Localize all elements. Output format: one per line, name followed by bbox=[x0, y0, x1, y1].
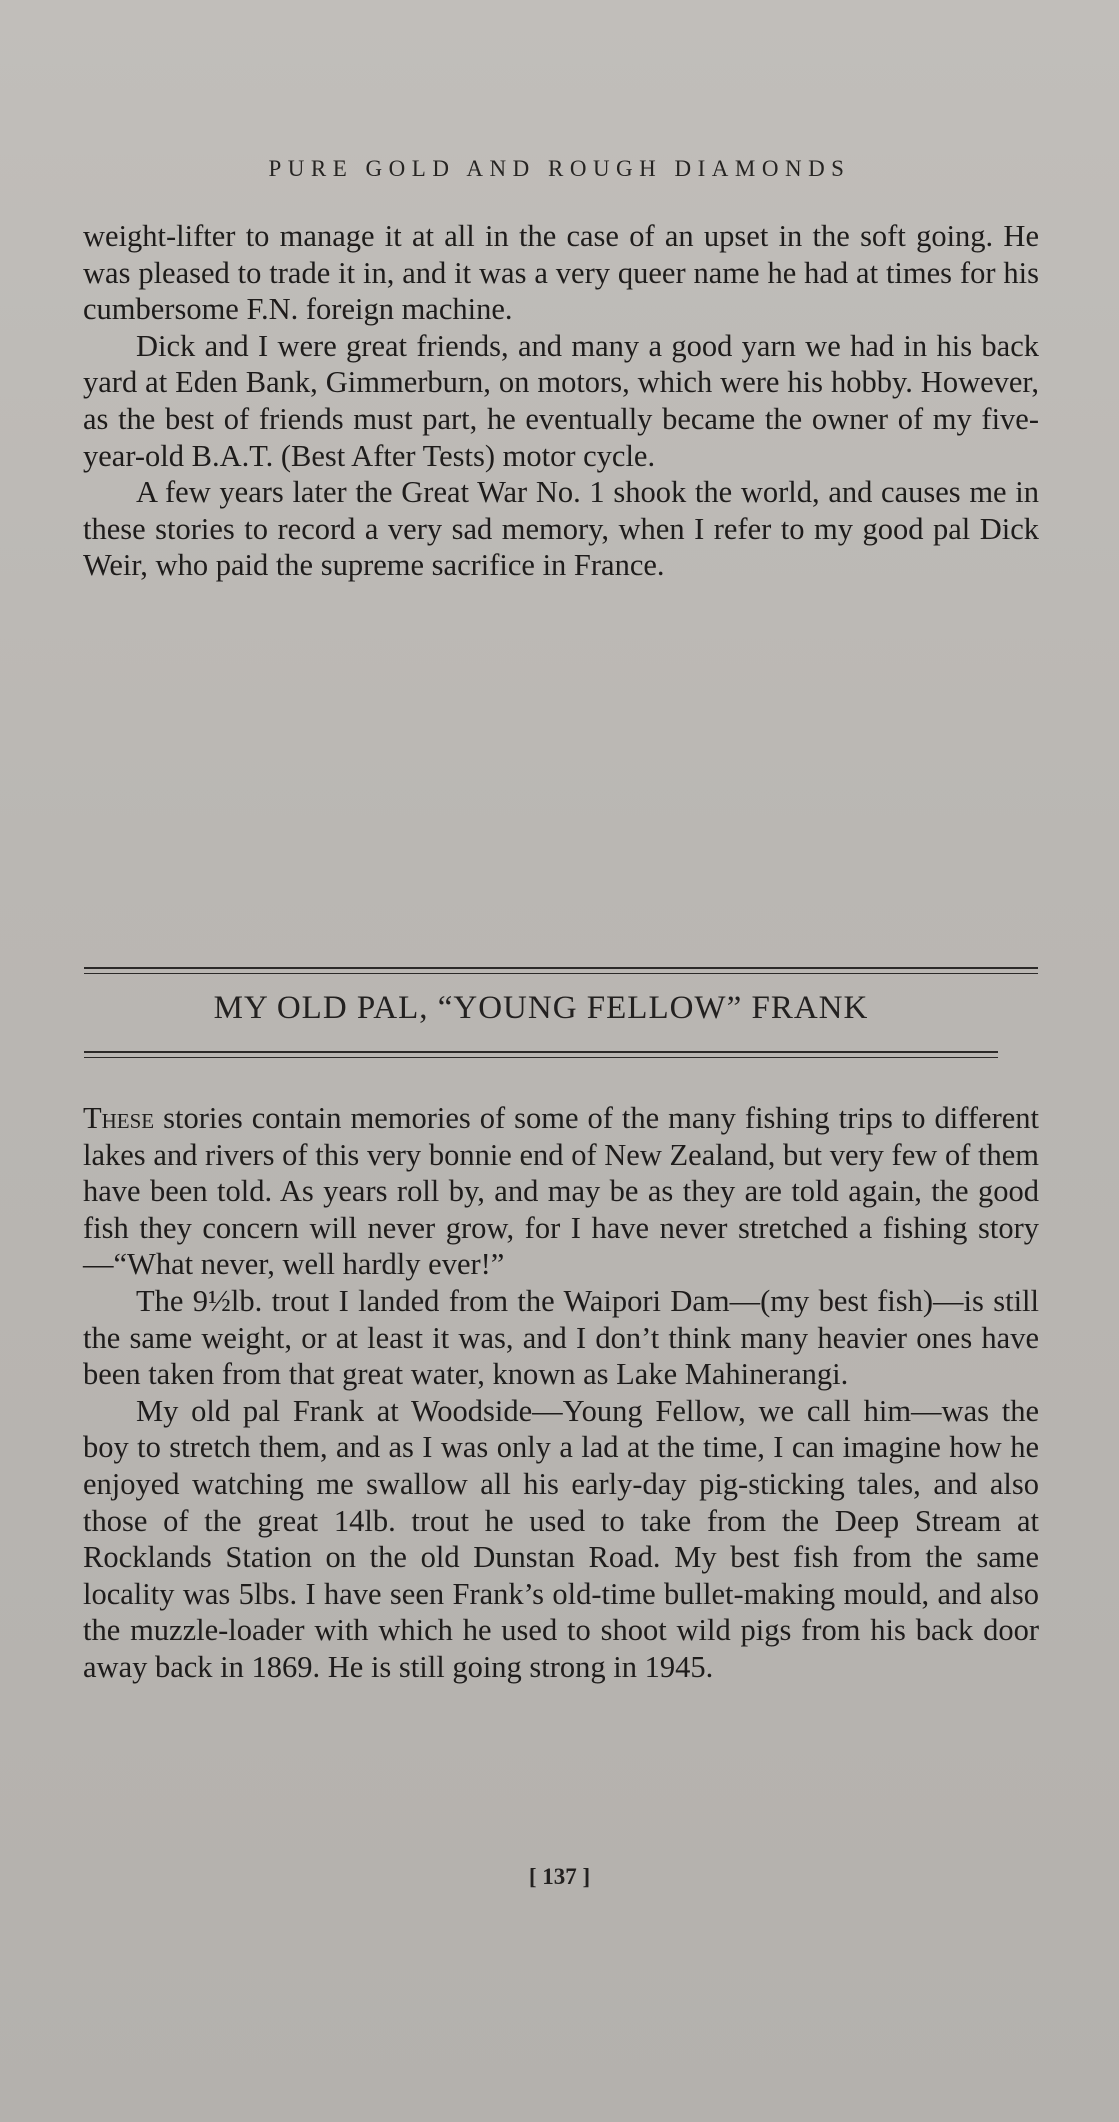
chapter-body bbox=[83, 1100, 1039, 1686]
paragraph: The 9½lb. trout I landed from the Waipori Dam—(my best fish)—is still the same weight, or at least it was, and I don’t think many heavier ones have been taken from that great water, known as Lake Mahinerangi. bbox=[83, 1283, 1039, 1392]
paragraph: A few years later the Great War No. 1 shook the world, and causes me in these stories to record a very sad memory, when I refer to my good pal Dick Weir, who paid the supreme sacrifice in France. bbox=[83, 475, 1039, 583]
running-head: PURE GOLD AND ROUGH DIAMONDS bbox=[268, 156, 851, 181]
paragraph: My old pal Frank at Woodside—Young Fellow, we call him—was the boy to stretch them, and as I was only a lad at the time, I can imagine how he enjoyed watching me swallow all his early-day pig-sticking tales, and also those of the great 14lb. trout he used to take from the Deep Stream at Rocklands Station on the old Dunstan Road. My best fish from the same locality was 5lbs. I have seen Frank’s old-time bullet-making mould, and also the muzzle-loader with which he used to shoot wild pigs from his back door away back in 1869. He is still going strong in 1945. bbox=[83, 1393, 1039, 1684]
chapter-rule-top bbox=[84, 967, 1038, 974]
chapter-title: MY OLD PAL, “YOUNG FELLOW” FRANK bbox=[213, 990, 869, 1026]
opening-text: stories contain memories of some of the many fishing trips to different lakes and rivers of this very bonnie end of New Zealand, but very few of them have been told. As years roll by, and may be as they are told again, the good fish they concern will never grow, for I have never stretched a fishing story—“What never, well hardly ever!” bbox=[83, 1101, 1039, 1282]
paragraph: weight-lifter to manage it at all in the case of an upset in the soft going. He was pleased to trade it in, and it was a very queer name he had at times for his cumbersome F.N. foreign machine. bbox=[83, 219, 1039, 327]
paragraph-opening bbox=[83, 1100, 1039, 1283]
chapter-rule-bottom bbox=[84, 1051, 998, 1058]
page-number: [ 137 ] bbox=[528, 1864, 591, 1889]
paragraph: Dick and I were great friends, and many a good yarn we had in his back yard at Eden Bank, Gimmerburn, on motors, which were his hobby. However, as the best of friends must part, he eventually became the owner of my five-year-old B.A.T. (Best After Tests) motor cycle. bbox=[83, 328, 1039, 473]
section-text-continued bbox=[83, 218, 1039, 584]
lead-word: These bbox=[83, 1101, 155, 1135]
